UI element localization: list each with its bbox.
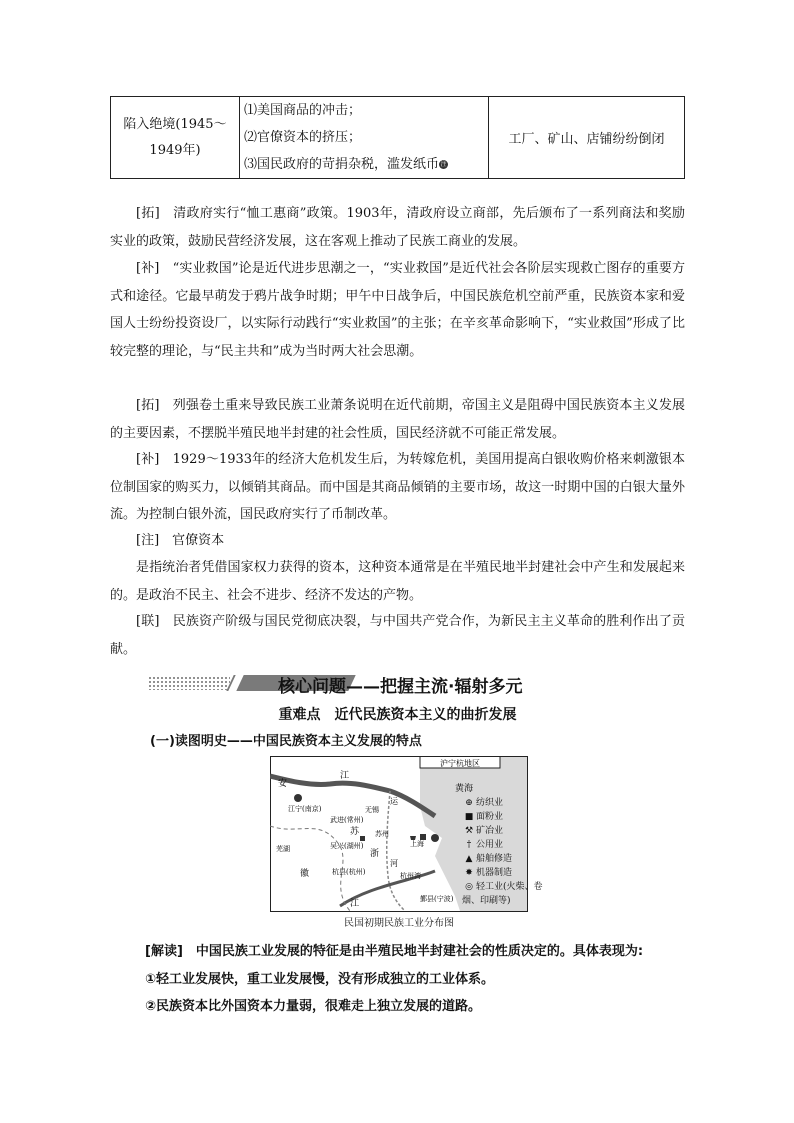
cause-item: ⑵官僚资本的挤压；	[244, 130, 362, 145]
note-paragraph: [注] 官僚资本	[136, 533, 225, 548]
gear-icon	[294, 794, 302, 802]
place-label: 杭县(杭州)	[332, 868, 366, 876]
legend-item: ▲ 船舶修造	[462, 852, 548, 866]
dot-pattern	[148, 676, 230, 690]
legend-item: ■ 面粉业	[462, 810, 548, 824]
section-banner	[148, 672, 648, 697]
legend-item: ⊕ 纺织业	[462, 796, 548, 810]
mine-icon: ⚒	[464, 826, 474, 836]
note-paragraph: [拓] 列强卷土重来导致民族工业萧条说明在近代前期，帝国主义是阻碍中国民族资本主义发展的主要因素，不摆脱半殖民地半封建的社会性质，国民经济就不可能正常发展。	[110, 398, 685, 441]
sub-heading: (一)读图明史——中国民族资本主义发展的特点	[150, 734, 422, 749]
reading-point: ②民族资本比外国资本力量弱，很难走上独立发展的道路。	[145, 999, 482, 1014]
result-cell: 工厂、矿山、店铺纷纷倒闭	[489, 97, 685, 179]
note-paragraph: [联] 民族资产阶级与国民党彻底决裂，与中国共产党合作，为新民主主义革命的胜利作出了贡献。	[110, 614, 685, 657]
inset-label: 沪宁杭地区	[440, 759, 480, 768]
banner-title: 核心问题——把握主流·辐射多元	[278, 677, 523, 697]
map-legend	[462, 796, 548, 908]
place-label: 运	[390, 797, 398, 806]
place-label: 徽	[300, 869, 310, 879]
place-label: 江宁(南京)	[288, 805, 322, 813]
note-paragraph: [拓] 清政府实行“恤工惠商”政策。1903年，清政府设立商部，先后颁布了一系列商法和奖励实业的政策，鼓励民营经济发展，这在客观上推动了民族工商业的发展。	[110, 206, 685, 249]
place-label: 上海	[410, 840, 424, 848]
place-label: 浙	[370, 849, 380, 859]
gear-icon	[431, 834, 439, 842]
place-label: 苏	[350, 827, 360, 837]
causes-cell	[240, 97, 489, 179]
place-label: 无锡	[365, 806, 379, 814]
place-label: 河	[390, 859, 398, 868]
place-label: 杭州湾	[400, 872, 421, 880]
gear-icon: ✸	[465, 868, 473, 878]
ship-icon: ▲	[465, 854, 473, 864]
cause-item: ⑴美国商品的冲击；	[244, 103, 362, 118]
key-point-heading: 重难点 近代民族资本主义的曲折发展	[278, 707, 517, 723]
place-label: 芜湖	[276, 845, 290, 853]
legend-item: ◎ 轻工业(火柴、卷烟、印刷等)	[462, 882, 543, 906]
note-marker-icon: 注	[440, 161, 447, 168]
cause-item: ⑶国民政府的苛捐杂税，滥发纸币注	[244, 157, 447, 172]
place-label: 吴兴(湖州)	[330, 842, 364, 850]
place-label: 苏州	[375, 830, 389, 838]
note-paragraph: [补] “实业救国”论是近代进步思潮之一，“实业救国”是近代社会各阶层实现救亡图存的重要方式和途径。它最早萌发于鸦片战争时期；甲午中日战争后，中国民族危机空前严重，民族资本家和爱国人士纷纷投资设厂，以实际行动践行“实业救国”的主张；在辛亥革命影响下，“实业救国”形成了比较完整的理论，与“民主共和”成为当时两大社会思潮。	[110, 261, 685, 359]
square-icon: ■	[464, 812, 474, 822]
square-icon	[420, 834, 426, 840]
ship-icon	[410, 836, 416, 840]
circle-icon: ◎	[465, 882, 473, 892]
place-label: 武进(常州)	[330, 816, 364, 824]
legend-item: ✸ 机器制造	[462, 866, 548, 880]
note-paragraph: [补] 1929～1933年的经济大危机发生后，为转嫁危机，美国用提高白银收购价格来刺激银本位制国家的购买力，以倾销其商品。而中国是其商品倾销的主要市场，故这一时期中国的白银大量外流。为控制白银外流，国民政府实行了币制改革。	[110, 452, 685, 522]
cross-icon: †	[466, 840, 472, 850]
reading-intro: [解读] 中国民族工业发展的特征是由半殖民地半封建社会的性质决定的。具体表现为:	[145, 944, 644, 959]
place-label: 江	[350, 899, 360, 909]
map-caption: 民国初期民族工业分布图	[344, 918, 454, 929]
legend-item: ⚒ 矿冶业	[462, 824, 548, 838]
note-paragraph: 是指统治者凭借国家权力获得的资本，这种资本通常是在半殖民地半封建社会中产生和发展起来的。是政治不民主、社会不进步、经济不发达的产物。	[110, 560, 685, 603]
industry-period-table	[110, 96, 685, 179]
place-label: 鄞县(宁波)	[420, 895, 454, 903]
place-label: 黄海	[455, 784, 474, 794]
legend-item: † 公用业	[462, 838, 548, 852]
period-cell: 陷入绝境(1945～1949年)	[111, 97, 240, 179]
place-label: 安	[278, 779, 288, 789]
table-row	[111, 97, 685, 179]
place-label: 江	[340, 771, 350, 781]
spindle-icon: ⊕	[465, 798, 473, 808]
square-icon	[360, 836, 365, 841]
reading-point: ①轻工业发展快，重工业发展慢，没有形成独立的工业体系。	[145, 972, 495, 987]
